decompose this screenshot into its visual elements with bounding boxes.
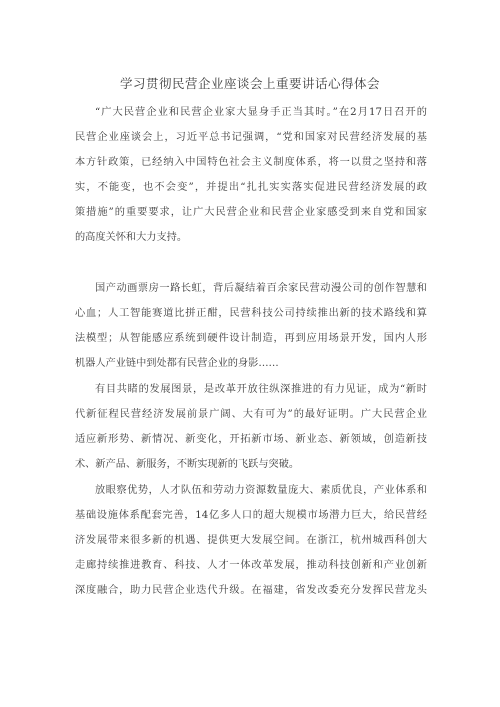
paragraph-3 [75,377,427,477]
paragraph-line: 走廊持续推进教育、科技、人才一体改革发展，推动科技创新和产业创新 [75,560,427,571]
paragraph-line: 国产动画票房一路长虹，背后凝结着百余家民营动漫公司的创作智慧和 [95,283,427,294]
paragraph-line: 心血；人工智能赛道比拼正酣，民营科技公司持续推出新的技术路线和算 [75,308,427,319]
paragraph-line: 民营企业座谈会上，习近平总书记强调，“党和国家对民营经济发展的基 [75,132,427,143]
document-title: 学习贯彻民营企业座谈会上重要讲话心得体会 [119,76,380,91]
paragraph-line: 机器人产业链中到处都有民营企业的身影…… [75,358,279,369]
paragraph-line: 代新征程民营经济发展前景广阔、大有可为”的最好证明。广大民营企业 [75,409,427,420]
paragraph-4 [75,478,427,603]
paragraph-line: 本方针政策，已经纳入中国特色社会主义制度体系，将一以贯之坚持和落 [75,157,427,168]
paragraph-1 [75,100,427,250]
paragraph-line: 法模型；从智能感应系统到硬件设计制造，再到应用场景开发，国内人形 [75,333,427,344]
paragraph-2 [75,276,427,376]
paragraph-line: 适应新形势、新情况、新变化，开拓新市场、新业态、新领域，创造新技 [75,434,427,445]
paragraph-line: 实，不能变，也不会变”，并提出“扎扎实实落实促进民营经济发展的政 [75,182,427,193]
paragraph-line: 的高度关怀和大力支持。 [75,232,188,243]
paragraph-line: 基础设施体系配套完善，14亿多人口的超大规模市场潜力巨大，给民营经 [75,510,427,521]
paragraph-line: 策措施”的重要要求，让广大民营企业和民营企业家感受到来自党和国家 [75,207,427,218]
paragraph-line: “广大民营企业和民营企业家大显身手正当其时。”在2月17日召开的 [95,107,427,118]
paragraph-line: 术、新产品、新服务，不断实现新的飞跃与突破。 [75,459,300,470]
paragraph-line: 放眼察优势，人才队伍和劳动力资源数量庞大、素质优良，产业体系和 [95,485,427,496]
paragraph-line: 有目共睹的发展图景，是改革开放往纵深推进的有力见证，成为“新时 [95,384,427,395]
paragraph-line: 深度融合，助力民营企业迭代升级。在福建，省发改委充分发挥民营龙头 [75,585,427,596]
paragraph-line: 济发展带来很多新的机遇、提供更大发展空间。在浙江，杭州城西科创大 [75,535,427,546]
